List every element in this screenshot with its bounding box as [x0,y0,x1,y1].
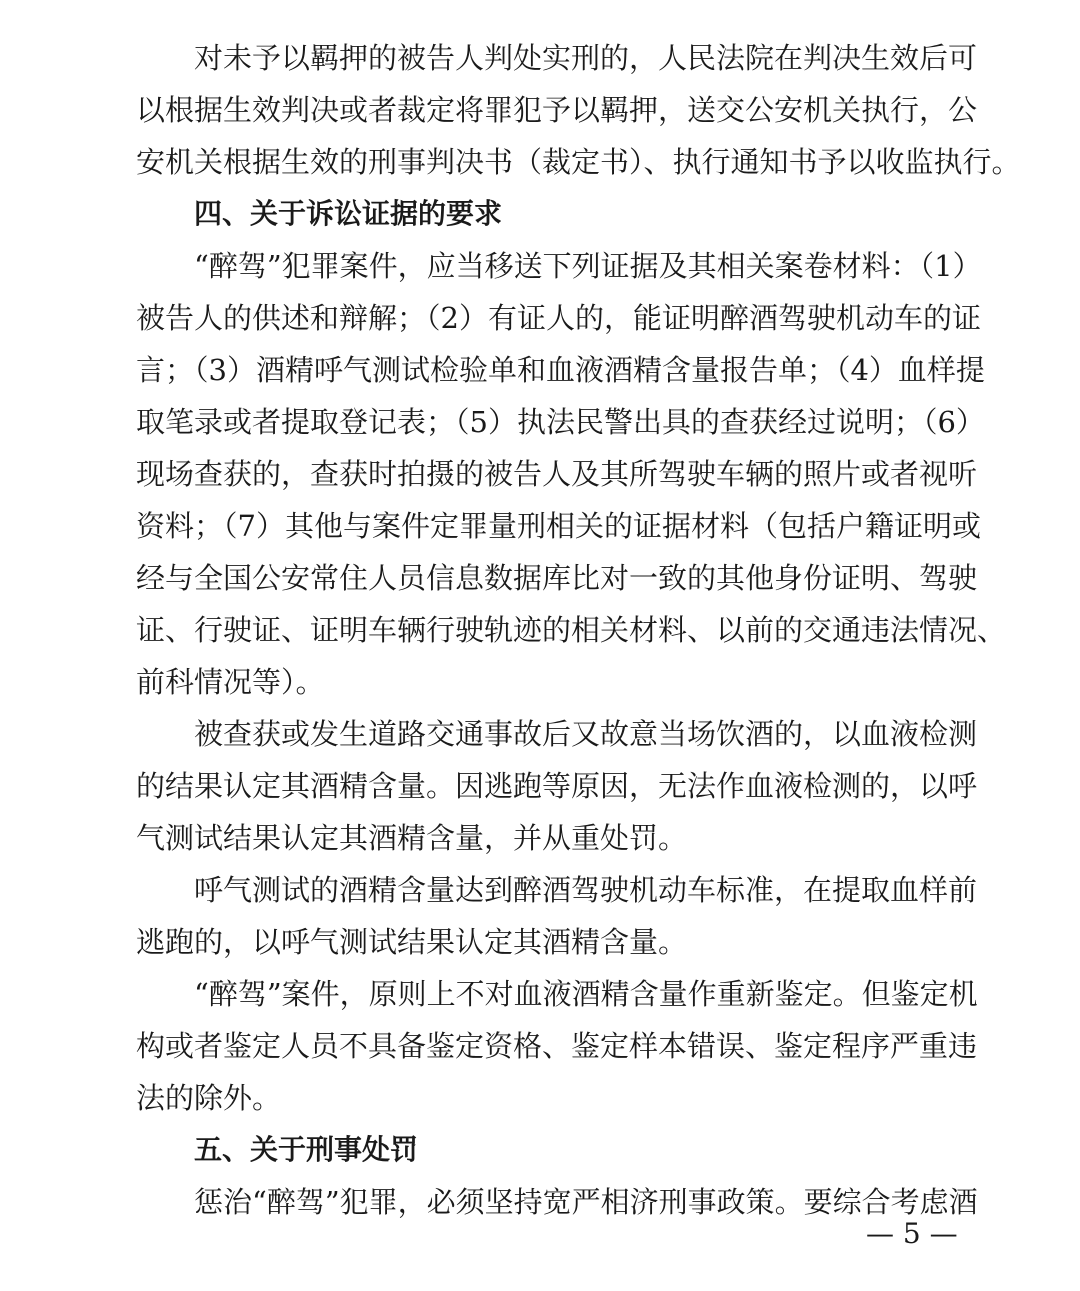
page-number: — 5 — [866,1217,958,1250]
body-text-line: 惩治“醉驾”犯罪，必须坚持宽严相济刑事政策。要综合考虑酒 [194,1185,978,1219]
body-text-line: 证、行驶证、证明车辆行驶轨迹的相关材料、以前的交通违法情况、 [136,613,1007,647]
body-text-line: 对未予以羁押的被告人判处实刑的，人民法院在判决生效后可 [194,41,978,75]
body-text-line: “醉驾”案件，原则上不对血液酒精含量作重新鉴定。但鉴定机 [194,977,978,1011]
body-text-line: 以根据生效判决或者裁定将罪犯予以羁押，送交公安机关执行，公 [136,93,978,127]
body-text-line: 被查获或发生道路交通事故后又故意当场饮酒的，以血液检测 [194,717,978,751]
body-text-line: 言；（3）酒精呼气测试检验单和血液酒精含量报告单；（4）血样提 [136,353,985,387]
body-text-line: 的结果认定其酒精含量。因逃跑等原因，无法作血液检测的，以呼 [136,769,978,803]
body-text-line: 被告人的供述和辩解；（2）有证人的，能证明醉酒驾驶机动车的证 [136,301,981,335]
body-text-line: 资料；（7）其他与案件定罪量刑相关的证据材料（包括户籍证明或 [136,509,981,543]
body-text-line: 法的除外。 [136,1081,282,1115]
body-text-line: 经与全国公安常住人员信息数据库比对一致的其他身份证明、驾驶 [136,561,978,595]
body-text-line: 安机关根据生效的刑事判决书（裁定书）、执行通知书予以收监执行。 [136,145,1021,179]
body-text-line: 构或者鉴定人员不具备鉴定资格、鉴定样本错误、鉴定程序严重违 [136,1029,978,1063]
section-heading: 五、关于刑事处罚 [194,1133,419,1166]
body-text-line: 气测试结果认定其酒精含量，并从重处罚。 [136,821,688,855]
body-text-line: 逃跑的，以呼气测试结果认定其酒精含量。 [136,925,688,959]
body-text-line: 前科情况等）。 [136,665,325,699]
body-text-line: 取笔录或者提取登记表；（5）执法民警出具的查获经过说明；（6） [136,405,985,439]
section-heading: 四、关于诉讼证据的要求 [194,197,503,230]
body-text-line: 现场查获的，查获时拍摄的被告人及其所驾驶车辆的照片或者视听 [136,457,978,491]
body-text-line: 呼气测试的酒精含量达到醉酒驾驶机动车标准，在提取血样前 [194,873,978,907]
body-text-line: “醉驾”犯罪案件，应当移送下列证据及其相关案卷材料：（1） [194,249,982,283]
